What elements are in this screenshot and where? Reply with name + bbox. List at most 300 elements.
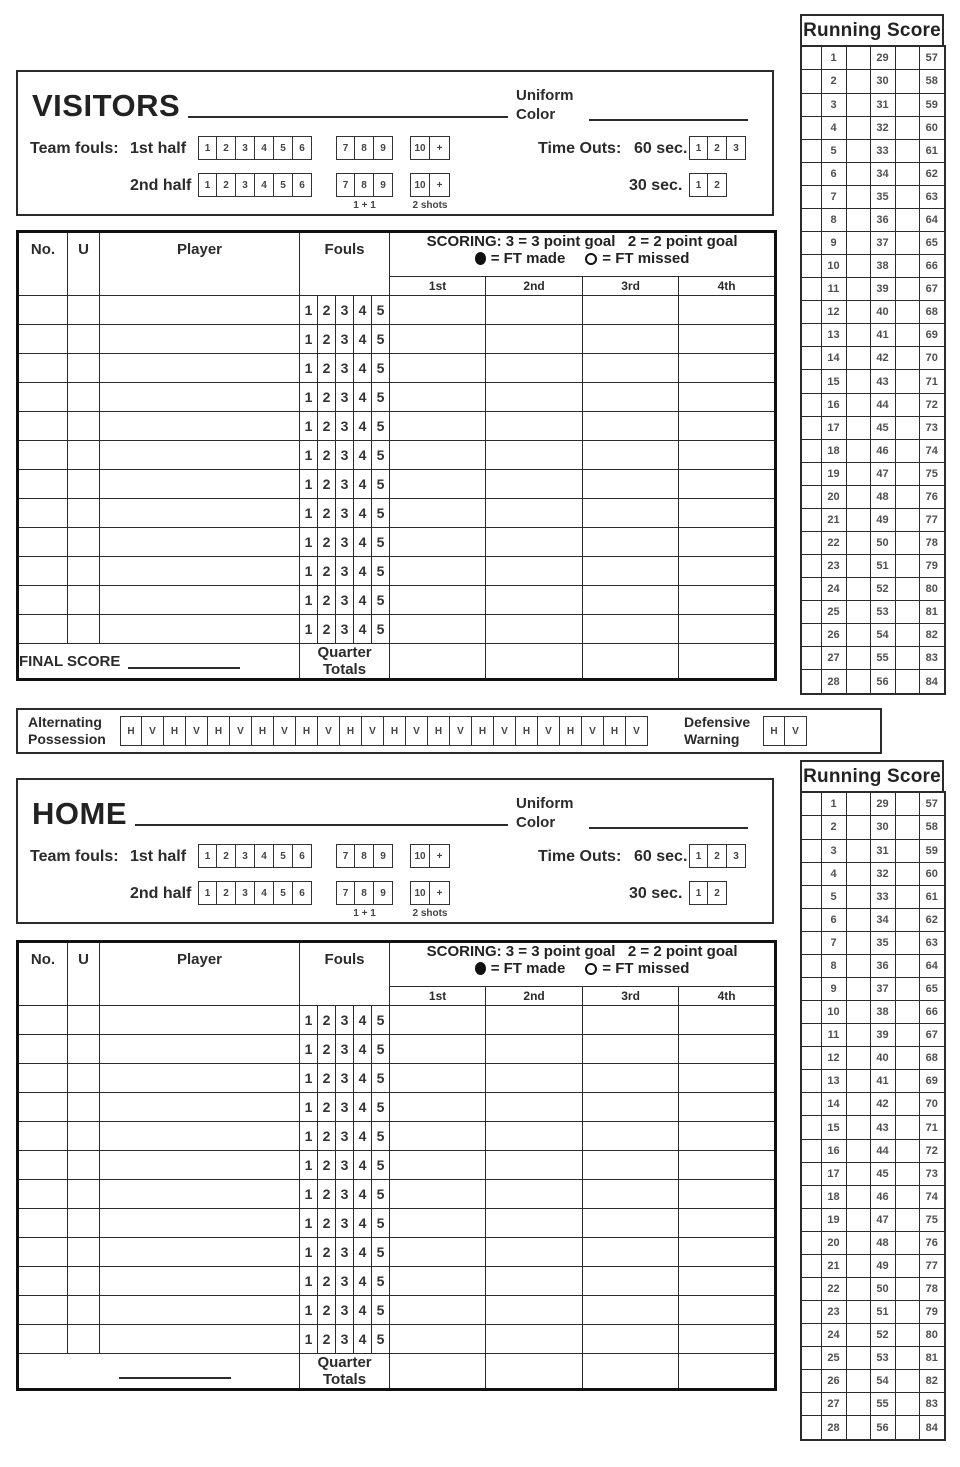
quarter-score-cell[interactable] bbox=[390, 325, 486, 354]
running-score-number-cell[interactable]: 40 bbox=[870, 1047, 895, 1070]
team-foul-box[interactable]: 9 bbox=[374, 173, 393, 197]
running-score-mark-cell[interactable] bbox=[846, 1139, 870, 1162]
foul-cell[interactable]: 1 bbox=[300, 354, 318, 383]
running-score-number-cell[interactable]: 3 bbox=[821, 839, 846, 862]
quarter-score-cell[interactable] bbox=[679, 296, 776, 325]
running-score-mark-cell[interactable] bbox=[895, 301, 919, 324]
running-score-mark-cell[interactable] bbox=[895, 532, 919, 555]
running-score-mark-cell[interactable] bbox=[801, 908, 821, 931]
running-score-mark-cell[interactable] bbox=[846, 532, 870, 555]
running-score-number-cell[interactable]: 47 bbox=[870, 1208, 895, 1231]
foul-cell[interactable]: 5 bbox=[372, 1267, 390, 1296]
running-score-number-cell[interactable]: 51 bbox=[870, 555, 895, 578]
player-u-cell[interactable] bbox=[68, 1035, 100, 1064]
running-score-number-cell[interactable]: 55 bbox=[870, 1393, 895, 1416]
player-u-cell[interactable] bbox=[68, 1267, 100, 1296]
quarter-total-cell[interactable] bbox=[390, 1354, 486, 1390]
foul-cell[interactable]: 1 bbox=[300, 296, 318, 325]
running-score-mark-cell[interactable] bbox=[895, 1139, 919, 1162]
running-score-number-cell[interactable]: 72 bbox=[919, 1139, 945, 1162]
running-score-mark-cell[interactable] bbox=[846, 578, 870, 601]
player-u-cell[interactable] bbox=[68, 325, 100, 354]
running-score-number-cell[interactable]: 36 bbox=[870, 954, 895, 977]
running-score-number-cell[interactable]: 81 bbox=[919, 1347, 945, 1370]
defensive-warning-box[interactable]: H bbox=[763, 716, 785, 746]
running-score-number-cell[interactable]: 14 bbox=[821, 1093, 846, 1116]
foul-cell[interactable]: 4 bbox=[354, 1122, 372, 1151]
running-score-mark-cell[interactable] bbox=[846, 255, 870, 278]
running-score-number-cell[interactable]: 29 bbox=[870, 792, 895, 816]
player-u-cell[interactable] bbox=[68, 1325, 100, 1354]
player-u-cell[interactable] bbox=[68, 1209, 100, 1238]
running-score-number-cell[interactable]: 17 bbox=[821, 1162, 846, 1185]
running-score-number-cell[interactable]: 40 bbox=[870, 301, 895, 324]
running-score-number-cell[interactable]: 68 bbox=[919, 1047, 945, 1070]
team-foul-box[interactable]: 5 bbox=[274, 173, 293, 197]
quarter-score-cell[interactable] bbox=[583, 354, 679, 383]
running-score-number-cell[interactable]: 56 bbox=[870, 1416, 895, 1440]
running-score-number-cell[interactable]: 48 bbox=[870, 1231, 895, 1254]
running-score-mark-cell[interactable] bbox=[801, 278, 821, 301]
running-score-number-cell[interactable]: 63 bbox=[919, 185, 945, 208]
running-score-number-cell[interactable]: 1 bbox=[821, 46, 846, 70]
foul-cell[interactable]: 3 bbox=[336, 1151, 354, 1180]
running-score-mark-cell[interactable] bbox=[801, 508, 821, 531]
foul-cell[interactable]: 3 bbox=[336, 1006, 354, 1035]
quarter-score-cell[interactable] bbox=[679, 1180, 776, 1209]
quarter-score-cell[interactable] bbox=[679, 1006, 776, 1035]
running-score-mark-cell[interactable] bbox=[895, 208, 919, 231]
running-score-mark-cell[interactable] bbox=[846, 862, 870, 885]
running-score-number-cell[interactable]: 59 bbox=[919, 93, 945, 116]
running-score-number-cell[interactable]: 13 bbox=[821, 1070, 846, 1093]
running-score-number-cell[interactable]: 9 bbox=[821, 978, 846, 1001]
running-score-mark-cell[interactable] bbox=[895, 670, 919, 694]
player-name-cell[interactable] bbox=[100, 441, 300, 470]
running-score-number-cell[interactable]: 30 bbox=[870, 70, 895, 93]
timeout-box[interactable]: 1 bbox=[689, 881, 708, 905]
running-score-number-cell[interactable]: 24 bbox=[821, 1324, 846, 1347]
running-score-number-cell[interactable]: 84 bbox=[919, 1416, 945, 1440]
foul-cell[interactable]: 5 bbox=[372, 441, 390, 470]
foul-cell[interactable]: 5 bbox=[372, 1006, 390, 1035]
quarter-score-cell[interactable] bbox=[583, 1238, 679, 1267]
possession-box[interactable]: H bbox=[428, 716, 450, 746]
running-score-number-cell[interactable]: 53 bbox=[870, 601, 895, 624]
foul-cell[interactable]: 5 bbox=[372, 1180, 390, 1209]
team-foul-box[interactable]: 10 bbox=[410, 844, 430, 868]
quarter-score-cell[interactable] bbox=[390, 1006, 486, 1035]
quarter-score-cell[interactable] bbox=[486, 1093, 583, 1122]
foul-cell[interactable]: 4 bbox=[354, 586, 372, 615]
foul-cell[interactable]: 3 bbox=[336, 1238, 354, 1267]
foul-cell[interactable]: 3 bbox=[336, 1180, 354, 1209]
player-number-cell[interactable] bbox=[18, 1180, 68, 1209]
quarter-score-cell[interactable] bbox=[679, 1296, 776, 1325]
running-score-number-cell[interactable]: 23 bbox=[821, 1301, 846, 1324]
foul-cell[interactable]: 5 bbox=[372, 615, 390, 644]
running-score-number-cell[interactable]: 74 bbox=[919, 439, 945, 462]
running-score-mark-cell[interactable] bbox=[801, 1024, 821, 1047]
running-score-mark-cell[interactable] bbox=[846, 162, 870, 185]
timeout-box[interactable]: 3 bbox=[727, 844, 746, 868]
running-score-number-cell[interactable]: 36 bbox=[870, 208, 895, 231]
team-foul-box[interactable]: 6 bbox=[293, 844, 312, 868]
running-score-mark-cell[interactable] bbox=[801, 1208, 821, 1231]
team-foul-box[interactable]: 8 bbox=[355, 844, 374, 868]
team-foul-box[interactable]: 8 bbox=[355, 173, 374, 197]
running-score-mark-cell[interactable] bbox=[801, 301, 821, 324]
timeout-box[interactable]: 1 bbox=[689, 173, 708, 197]
player-name-cell[interactable] bbox=[100, 615, 300, 644]
foul-cell[interactable]: 4 bbox=[354, 528, 372, 557]
quarter-score-cell[interactable] bbox=[679, 528, 776, 557]
foul-cell[interactable]: 5 bbox=[372, 557, 390, 586]
running-score-number-cell[interactable]: 57 bbox=[919, 792, 945, 816]
quarter-score-cell[interactable] bbox=[583, 586, 679, 615]
player-name-cell[interactable] bbox=[100, 557, 300, 586]
quarter-score-cell[interactable] bbox=[486, 615, 583, 644]
foul-cell[interactable]: 2 bbox=[318, 1209, 336, 1238]
running-score-mark-cell[interactable] bbox=[801, 255, 821, 278]
foul-cell[interactable]: 2 bbox=[318, 1238, 336, 1267]
running-score-mark-cell[interactable] bbox=[846, 439, 870, 462]
player-number-cell[interactable] bbox=[18, 1325, 68, 1354]
team-foul-box[interactable]: 5 bbox=[274, 136, 293, 160]
running-score-mark-cell[interactable] bbox=[895, 1393, 919, 1416]
quarter-score-cell[interactable] bbox=[679, 354, 776, 383]
quarter-score-cell[interactable] bbox=[583, 615, 679, 644]
running-score-mark-cell[interactable] bbox=[801, 624, 821, 647]
foul-cell[interactable]: 2 bbox=[318, 325, 336, 354]
running-score-number-cell[interactable]: 31 bbox=[870, 839, 895, 862]
quarter-score-cell[interactable] bbox=[679, 441, 776, 470]
running-score-mark-cell[interactable] bbox=[801, 1347, 821, 1370]
running-score-mark-cell[interactable] bbox=[801, 670, 821, 694]
running-score-number-cell[interactable]: 80 bbox=[919, 1324, 945, 1347]
running-score-number-cell[interactable]: 34 bbox=[870, 908, 895, 931]
running-score-number-cell[interactable]: 73 bbox=[919, 1162, 945, 1185]
running-score-mark-cell[interactable] bbox=[895, 508, 919, 531]
running-score-mark-cell[interactable] bbox=[801, 439, 821, 462]
quarter-score-cell[interactable] bbox=[583, 1209, 679, 1238]
running-score-mark-cell[interactable] bbox=[801, 601, 821, 624]
quarter-score-cell[interactable] bbox=[486, 1122, 583, 1151]
quarter-score-cell[interactable] bbox=[486, 296, 583, 325]
running-score-mark-cell[interactable] bbox=[895, 1416, 919, 1440]
running-score-number-cell[interactable]: 43 bbox=[870, 370, 895, 393]
foul-cell[interactable]: 2 bbox=[318, 1035, 336, 1064]
foul-cell[interactable]: 1 bbox=[300, 1006, 318, 1035]
running-score-number-cell[interactable]: 44 bbox=[870, 1139, 895, 1162]
foul-cell[interactable]: 1 bbox=[300, 499, 318, 528]
running-score-mark-cell[interactable] bbox=[801, 1185, 821, 1208]
team-foul-box[interactable]: 4 bbox=[255, 881, 274, 905]
foul-cell[interactable]: 4 bbox=[354, 1151, 372, 1180]
running-score-mark-cell[interactable] bbox=[895, 370, 919, 393]
running-score-number-cell[interactable]: 74 bbox=[919, 1185, 945, 1208]
foul-cell[interactable]: 2 bbox=[318, 441, 336, 470]
player-number-cell[interactable] bbox=[18, 470, 68, 499]
running-score-number-cell[interactable]: 33 bbox=[870, 885, 895, 908]
player-u-cell[interactable] bbox=[68, 586, 100, 615]
player-name-cell[interactable] bbox=[100, 1093, 300, 1122]
running-score-mark-cell[interactable] bbox=[801, 1070, 821, 1093]
player-number-cell[interactable] bbox=[18, 1064, 68, 1093]
player-name-cell[interactable] bbox=[100, 1180, 300, 1209]
running-score-mark-cell[interactable] bbox=[895, 1001, 919, 1024]
foul-cell[interactable]: 5 bbox=[372, 1238, 390, 1267]
player-number-cell[interactable] bbox=[18, 383, 68, 412]
running-score-number-cell[interactable]: 61 bbox=[919, 139, 945, 162]
running-score-mark-cell[interactable] bbox=[801, 1254, 821, 1277]
running-score-mark-cell[interactable] bbox=[846, 1162, 870, 1185]
running-score-number-cell[interactable]: 8 bbox=[821, 208, 846, 231]
running-score-mark-cell[interactable] bbox=[895, 1324, 919, 1347]
quarter-score-cell[interactable] bbox=[486, 325, 583, 354]
player-name-cell[interactable] bbox=[100, 1325, 300, 1354]
foul-cell[interactable]: 4 bbox=[354, 1093, 372, 1122]
running-score-mark-cell[interactable] bbox=[895, 1370, 919, 1393]
quarter-score-cell[interactable] bbox=[486, 499, 583, 528]
running-score-number-cell[interactable]: 28 bbox=[821, 1416, 846, 1440]
running-score-number-cell[interactable]: 65 bbox=[919, 978, 945, 1001]
player-name-cell[interactable] bbox=[100, 499, 300, 528]
timeout-box[interactable]: 2 bbox=[708, 136, 727, 160]
quarter-score-cell[interactable] bbox=[583, 1122, 679, 1151]
running-score-mark-cell[interactable] bbox=[895, 93, 919, 116]
running-score-number-cell[interactable]: 17 bbox=[821, 416, 846, 439]
running-score-mark-cell[interactable] bbox=[801, 578, 821, 601]
quarter-score-cell[interactable] bbox=[486, 586, 583, 615]
running-score-mark-cell[interactable] bbox=[846, 931, 870, 954]
possession-box[interactable]: V bbox=[186, 716, 208, 746]
running-score-number-cell[interactable]: 42 bbox=[870, 347, 895, 370]
running-score-mark-cell[interactable] bbox=[846, 1116, 870, 1139]
quarter-score-cell[interactable] bbox=[486, 470, 583, 499]
running-score-number-cell[interactable]: 29 bbox=[870, 46, 895, 70]
player-number-cell[interactable] bbox=[18, 1122, 68, 1151]
quarter-score-cell[interactable] bbox=[486, 1209, 583, 1238]
running-score-number-cell[interactable]: 37 bbox=[870, 978, 895, 1001]
running-score-number-cell[interactable]: 50 bbox=[870, 532, 895, 555]
running-score-number-cell[interactable]: 11 bbox=[821, 278, 846, 301]
running-score-mark-cell[interactable] bbox=[801, 370, 821, 393]
possession-box[interactable]: V bbox=[318, 716, 340, 746]
running-score-number-cell[interactable]: 44 bbox=[870, 393, 895, 416]
foul-cell[interactable]: 2 bbox=[318, 1122, 336, 1151]
running-score-number-cell[interactable]: 23 bbox=[821, 555, 846, 578]
running-score-number-cell[interactable]: 80 bbox=[919, 578, 945, 601]
running-score-number-cell[interactable]: 5 bbox=[821, 885, 846, 908]
defensive-warning-box[interactable]: V bbox=[785, 716, 807, 746]
running-score-number-cell[interactable]: 70 bbox=[919, 347, 945, 370]
quarter-score-cell[interactable] bbox=[486, 441, 583, 470]
running-score-number-cell[interactable]: 64 bbox=[919, 208, 945, 231]
foul-cell[interactable]: 5 bbox=[372, 296, 390, 325]
quarter-score-cell[interactable] bbox=[390, 1238, 486, 1267]
running-score-mark-cell[interactable] bbox=[895, 1116, 919, 1139]
running-score-number-cell[interactable]: 35 bbox=[870, 185, 895, 208]
final-score-line[interactable] bbox=[128, 654, 240, 669]
team-foul-box[interactable]: 8 bbox=[355, 881, 374, 905]
quarter-score-cell[interactable] bbox=[486, 528, 583, 557]
running-score-mark-cell[interactable] bbox=[801, 1139, 821, 1162]
running-score-mark-cell[interactable] bbox=[846, 416, 870, 439]
running-score-mark-cell[interactable] bbox=[895, 1070, 919, 1093]
running-score-number-cell[interactable]: 41 bbox=[870, 1070, 895, 1093]
running-score-mark-cell[interactable] bbox=[801, 1416, 821, 1440]
running-score-number-cell[interactable]: 4 bbox=[821, 116, 846, 139]
running-score-mark-cell[interactable] bbox=[895, 185, 919, 208]
player-u-cell[interactable] bbox=[68, 1006, 100, 1035]
foul-cell[interactable]: 1 bbox=[300, 1093, 318, 1122]
foul-cell[interactable]: 3 bbox=[336, 1064, 354, 1093]
quarter-score-cell[interactable] bbox=[390, 1064, 486, 1093]
running-score-number-cell[interactable]: 38 bbox=[870, 255, 895, 278]
foul-cell[interactable]: 3 bbox=[336, 499, 354, 528]
quarter-score-cell[interactable] bbox=[679, 470, 776, 499]
quarter-score-cell[interactable] bbox=[679, 383, 776, 412]
team-foul-box[interactable]: 6 bbox=[293, 136, 312, 160]
running-score-number-cell[interactable]: 77 bbox=[919, 1254, 945, 1277]
running-score-number-cell[interactable]: 78 bbox=[919, 532, 945, 555]
running-score-number-cell[interactable]: 73 bbox=[919, 416, 945, 439]
running-score-number-cell[interactable]: 67 bbox=[919, 1024, 945, 1047]
player-name-cell[interactable] bbox=[100, 296, 300, 325]
quarter-score-cell[interactable] bbox=[679, 557, 776, 586]
foul-cell[interactable]: 2 bbox=[318, 1151, 336, 1180]
timeout-box[interactable]: 2 bbox=[708, 173, 727, 197]
running-score-number-cell[interactable]: 59 bbox=[919, 839, 945, 862]
foul-cell[interactable]: 1 bbox=[300, 615, 318, 644]
running-score-mark-cell[interactable] bbox=[801, 1116, 821, 1139]
quarter-score-cell[interactable] bbox=[390, 1296, 486, 1325]
quarter-total-cell[interactable] bbox=[679, 1354, 776, 1390]
timeout-box[interactable]: 1 bbox=[689, 844, 708, 868]
player-u-cell[interactable] bbox=[68, 383, 100, 412]
foul-cell[interactable]: 2 bbox=[318, 1006, 336, 1035]
running-score-mark-cell[interactable] bbox=[846, 1278, 870, 1301]
running-score-number-cell[interactable]: 49 bbox=[870, 508, 895, 531]
team-foul-box[interactable]: 1 bbox=[198, 173, 217, 197]
running-score-mark-cell[interactable] bbox=[846, 301, 870, 324]
team-foul-box[interactable]: 1 bbox=[198, 881, 217, 905]
running-score-number-cell[interactable]: 42 bbox=[870, 1093, 895, 1116]
foul-cell[interactable]: 4 bbox=[354, 499, 372, 528]
running-score-mark-cell[interactable] bbox=[801, 1231, 821, 1254]
running-score-mark-cell[interactable] bbox=[895, 462, 919, 485]
team-foul-box[interactable]: + bbox=[430, 844, 450, 868]
running-score-mark-cell[interactable] bbox=[801, 393, 821, 416]
running-score-number-cell[interactable]: 20 bbox=[821, 1231, 846, 1254]
foul-cell[interactable]: 4 bbox=[354, 354, 372, 383]
foul-cell[interactable]: 4 bbox=[354, 1325, 372, 1354]
quarter-score-cell[interactable] bbox=[583, 1006, 679, 1035]
quarter-score-cell[interactable] bbox=[390, 557, 486, 586]
running-score-number-cell[interactable]: 82 bbox=[919, 1370, 945, 1393]
running-score-mark-cell[interactable] bbox=[895, 1278, 919, 1301]
quarter-score-cell[interactable] bbox=[390, 1122, 486, 1151]
possession-box[interactable]: H bbox=[120, 716, 142, 746]
foul-cell[interactable]: 5 bbox=[372, 499, 390, 528]
running-score-number-cell[interactable]: 34 bbox=[870, 162, 895, 185]
running-score-mark-cell[interactable] bbox=[846, 324, 870, 347]
running-score-number-cell[interactable]: 76 bbox=[919, 1231, 945, 1254]
player-u-cell[interactable] bbox=[68, 615, 100, 644]
quarter-total-cell[interactable] bbox=[390, 644, 486, 680]
running-score-number-cell[interactable]: 83 bbox=[919, 1393, 945, 1416]
team-foul-box[interactable]: 4 bbox=[255, 173, 274, 197]
player-number-cell[interactable] bbox=[18, 441, 68, 470]
foul-cell[interactable]: 1 bbox=[300, 441, 318, 470]
foul-cell[interactable]: 5 bbox=[372, 470, 390, 499]
running-score-number-cell[interactable]: 76 bbox=[919, 485, 945, 508]
quarter-score-cell[interactable] bbox=[390, 528, 486, 557]
quarter-score-cell[interactable] bbox=[679, 1093, 776, 1122]
running-score-number-cell[interactable]: 51 bbox=[870, 1301, 895, 1324]
running-score-mark-cell[interactable] bbox=[801, 162, 821, 185]
running-score-mark-cell[interactable] bbox=[895, 1047, 919, 1070]
team-foul-box[interactable]: 2 bbox=[217, 173, 236, 197]
timeout-box[interactable]: 2 bbox=[708, 881, 727, 905]
running-score-number-cell[interactable]: 3 bbox=[821, 93, 846, 116]
timeout-box[interactable]: 1 bbox=[689, 136, 708, 160]
team-foul-box[interactable]: 8 bbox=[355, 136, 374, 160]
foul-cell[interactable]: 5 bbox=[372, 383, 390, 412]
running-score-mark-cell[interactable] bbox=[846, 1301, 870, 1324]
running-score-number-cell[interactable]: 2 bbox=[821, 816, 846, 839]
team-foul-box[interactable]: 5 bbox=[274, 881, 293, 905]
foul-cell[interactable]: 3 bbox=[336, 528, 354, 557]
player-u-cell[interactable] bbox=[68, 1180, 100, 1209]
running-score-number-cell[interactable]: 62 bbox=[919, 162, 945, 185]
foul-cell[interactable]: 2 bbox=[318, 557, 336, 586]
player-number-cell[interactable] bbox=[18, 615, 68, 644]
foul-cell[interactable]: 5 bbox=[372, 1064, 390, 1093]
possession-box[interactable]: H bbox=[516, 716, 538, 746]
player-u-cell[interactable] bbox=[68, 412, 100, 441]
player-number-cell[interactable] bbox=[18, 1006, 68, 1035]
player-u-cell[interactable] bbox=[68, 1064, 100, 1093]
possession-box[interactable]: V bbox=[626, 716, 648, 746]
uniform-color-line[interactable] bbox=[589, 827, 748, 829]
quarter-score-cell[interactable] bbox=[679, 499, 776, 528]
running-score-number-cell[interactable]: 48 bbox=[870, 485, 895, 508]
quarter-score-cell[interactable] bbox=[583, 1035, 679, 1064]
running-score-mark-cell[interactable] bbox=[895, 601, 919, 624]
player-number-cell[interactable] bbox=[18, 1035, 68, 1064]
running-score-mark-cell[interactable] bbox=[801, 1162, 821, 1185]
running-score-mark-cell[interactable] bbox=[801, 93, 821, 116]
running-score-mark-cell[interactable] bbox=[846, 1047, 870, 1070]
running-score-number-cell[interactable]: 53 bbox=[870, 1347, 895, 1370]
foul-cell[interactable]: 5 bbox=[372, 1209, 390, 1238]
running-score-mark-cell[interactable] bbox=[846, 185, 870, 208]
player-name-cell[interactable] bbox=[100, 1209, 300, 1238]
foul-cell[interactable]: 2 bbox=[318, 412, 336, 441]
quarter-score-cell[interactable] bbox=[390, 1035, 486, 1064]
quarter-score-cell[interactable] bbox=[583, 1267, 679, 1296]
running-score-mark-cell[interactable] bbox=[895, 1254, 919, 1277]
running-score-mark-cell[interactable] bbox=[846, 839, 870, 862]
player-number-cell[interactable] bbox=[18, 325, 68, 354]
running-score-mark-cell[interactable] bbox=[895, 324, 919, 347]
running-score-mark-cell[interactable] bbox=[846, 93, 870, 116]
possession-box[interactable]: H bbox=[472, 716, 494, 746]
running-score-number-cell[interactable]: 62 bbox=[919, 908, 945, 931]
quarter-total-cell[interactable] bbox=[583, 1354, 679, 1390]
